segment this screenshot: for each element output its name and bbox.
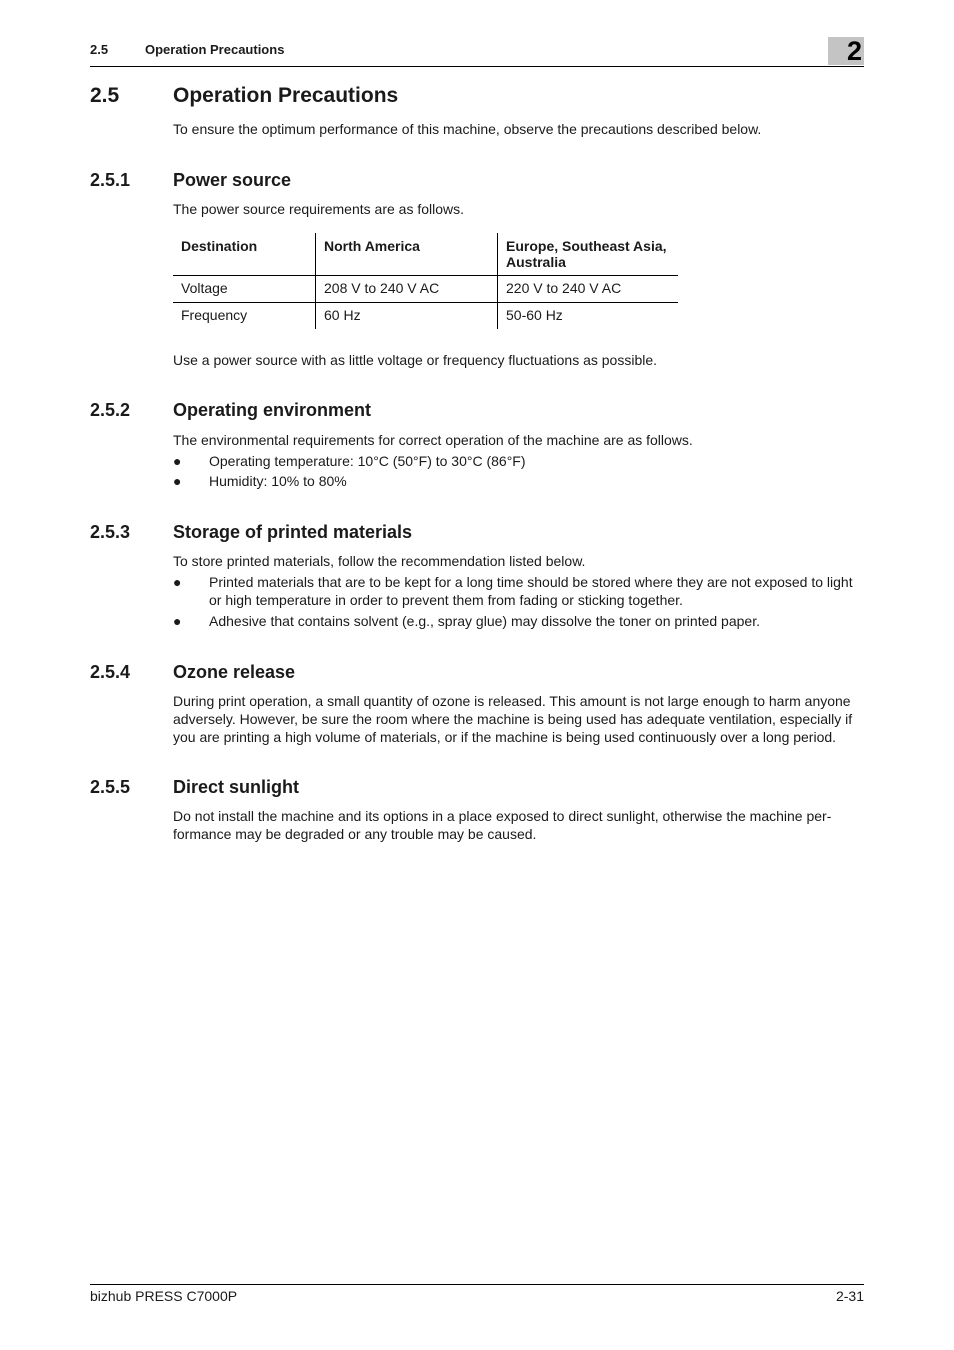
heading-number: 2.5.4 xyxy=(90,662,131,682)
storage-intro: To store printed materials, follow the recommendation listed below. xyxy=(173,553,586,569)
table-header-row xyxy=(173,233,678,276)
operating-environment-intro: The environmental requirements for correct operation of the machine are as follows. xyxy=(173,432,693,448)
list-item-text: Adhesive that contains solvent (e.g., spray glue) may dissolve the toner on printed paper. xyxy=(209,613,760,629)
table-cell: Frequency xyxy=(181,307,248,323)
header-section-title: Operation Precautions xyxy=(145,42,285,57)
table-header-cell: Europe, Southeast Asia, Australia xyxy=(498,233,679,276)
heading-text: Operating environment xyxy=(173,400,372,420)
bullet-icon: ● xyxy=(173,613,182,629)
heading-text: Power source xyxy=(173,170,292,190)
list-item-text: Operating temperature: 10°C (50°F) to 30°C (86°F) xyxy=(209,453,526,469)
footer-product-name: bizhub PRESS C7000P xyxy=(90,1288,238,1304)
power-source-intro: The power source requirements are as follows. xyxy=(173,201,465,217)
page-header xyxy=(90,36,864,67)
table-header-cell: North America xyxy=(316,233,498,276)
heading-operating-environment xyxy=(90,400,790,422)
table-row xyxy=(173,276,678,303)
bullet-icon: ● xyxy=(173,473,182,489)
heading-number: 2.5.1 xyxy=(90,170,131,190)
bullet-icon: ● xyxy=(173,574,182,590)
heading-direct-sunlight xyxy=(90,777,790,799)
list-item-text: Printed materials that are to be kept for a long time should be stored where they are not exposed to light or high temperature in order to prevent them from fading or sticking together. xyxy=(209,574,853,608)
heading-text: Storage of printed materials xyxy=(173,522,413,542)
ozone-paragraph: During print operation, a small quantity of ozone is released. This amount is not large enough to harm anyone adversely. However, be sure the room where the machine is being used has adequate ventilation, especially if you are printing a high volume of materials, or if the machine is being used continuously over a long period. xyxy=(173,693,853,745)
heading-power-source xyxy=(90,170,790,192)
heading-number: 2.5.2 xyxy=(90,400,131,420)
heading-text: Direct sunlight xyxy=(173,777,300,797)
heading-number: 2.5.5 xyxy=(90,777,131,797)
heading-storage xyxy=(90,522,790,544)
bullet-icon: ● xyxy=(173,453,182,469)
footer-page-number: 2-31 xyxy=(835,1288,864,1304)
power-source-note: Use a power source with as little voltage or frequency fluctuations as possible. xyxy=(173,352,658,368)
table-cell: 60 Hz xyxy=(316,303,498,330)
table-cell: 208 V to 240 V AC xyxy=(316,276,498,303)
heading-number: 2.5.3 xyxy=(90,522,131,542)
header-section-number: 2.5 xyxy=(90,42,109,57)
list-item-text: Humidity: 10% to 80% xyxy=(209,473,347,489)
table-cell: 50-60 Hz xyxy=(498,303,679,330)
page-title-text: Operation Precautions xyxy=(173,84,399,107)
table-cell: 220 V to 240 V AC xyxy=(498,276,679,303)
page-footer xyxy=(90,1284,864,1305)
table-cell: Voltage xyxy=(173,276,316,303)
intro-paragraph: To ensure the optimum performance of this machine, observe the precautions described below. xyxy=(173,121,762,137)
heading-text: Ozone release xyxy=(173,662,296,682)
chapter-badge: 2 xyxy=(828,37,864,65)
table-header-cell: Destination xyxy=(173,233,316,276)
page-title-number: 2.5 xyxy=(90,84,120,107)
power-source-table xyxy=(173,233,678,329)
sunlight-paragraph: Do not install the machine and its options in a place exposed to direct sunlight, otherwise the machine per-formance may be degraded or any trouble may be caused. xyxy=(173,808,832,842)
table-row xyxy=(173,303,678,330)
heading-ozone-release xyxy=(90,662,790,684)
